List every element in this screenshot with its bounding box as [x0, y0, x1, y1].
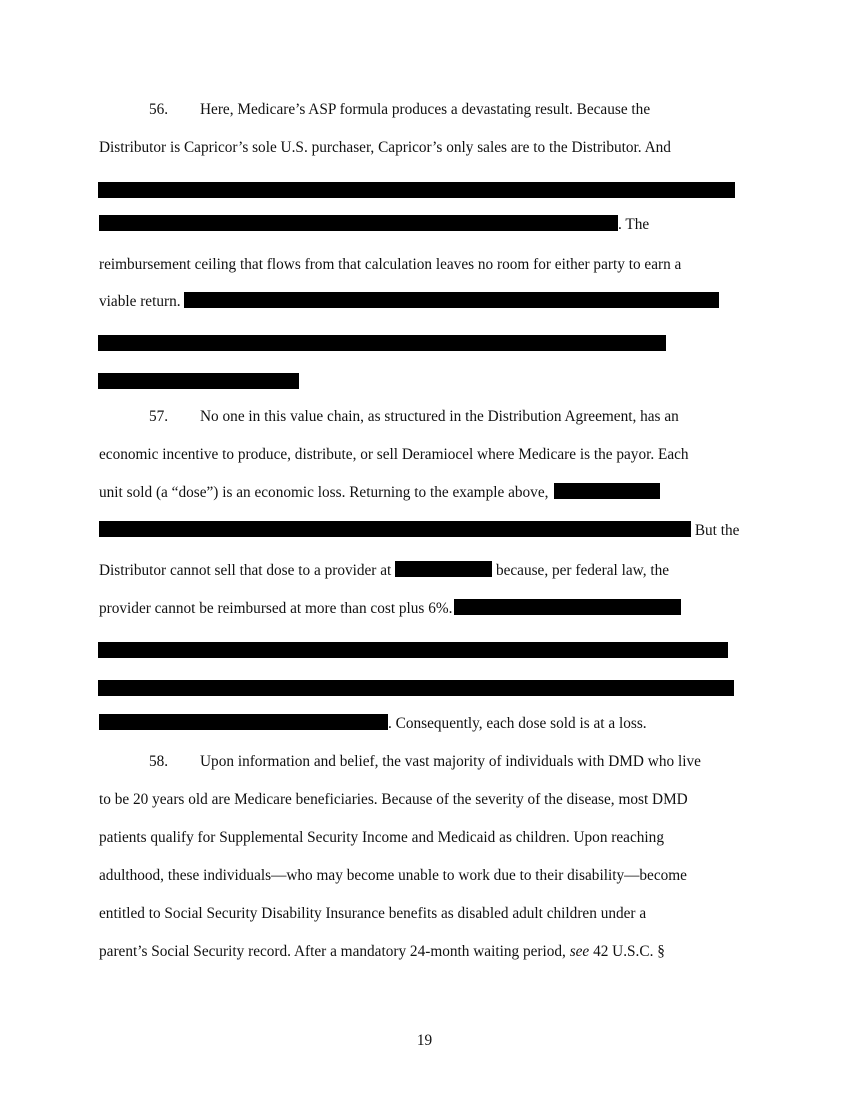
p56-line-1: 56. Here, Medicare’s ASP formula produces a devastating result. Because the: [149, 99, 650, 121]
p57-line-5: Distributor cannot sell that dose to a provider at because, per federal law, the: [99, 562, 670, 579]
p58-number: 58.: [149, 753, 169, 770]
p56-line-6: viable return.: [99, 291, 719, 313]
redaction-bar: [554, 483, 660, 499]
p56-line-4: . The: [99, 214, 649, 236]
p57-line-2: economic incentive to produce, distribute, or sell Deramiocel where Medicare is the payor. Each: [99, 446, 689, 463]
redaction-bar: [99, 215, 618, 231]
p56-line-5: reimbursement ceiling that flows from that calculation leaves no room for either party to earn a: [99, 256, 682, 273]
redaction-bar: [98, 642, 728, 658]
p58-line-2: to be 20 years old are Medicare beneficiaries. Because of the severity of the disease, most DMD: [99, 791, 688, 808]
redaction-bar: [98, 335, 666, 351]
p57-line-6: provider cannot be reimbursed at more than cost plus 6%.: [99, 598, 681, 620]
redaction-bar: [184, 292, 719, 308]
redaction-bar: [99, 521, 691, 537]
redaction-bar: [98, 373, 299, 389]
p58-line-1: 58. Upon information and belief, the vast majority of individuals with DMD who live: [149, 751, 701, 773]
p57-line-4: But the: [99, 520, 739, 542]
p57-line-1: 57. No one in this value chain, as structured in the Distribution Agreement, has an: [149, 406, 679, 428]
redaction-bar: [454, 599, 681, 615]
p56-line-2: Distributor is Capricor’s sole U.S. purchaser, Capricor’s only sales are to the Distributor. And: [99, 139, 671, 156]
p57-number: 57.: [149, 408, 169, 425]
page-number: 19: [416, 1032, 433, 1049]
redaction-bar: [395, 561, 492, 577]
p58-line-3: patients qualify for Supplemental Security Income and Medicaid as children. Upon reaching: [99, 829, 664, 846]
p58-line-6: parent’s Social Security record. After a mandatory 24-month waiting period, see 42 U.S.C. §: [99, 943, 665, 960]
p58-line-4: adulthood, these individuals—who may become unable to work due to their disability—become: [99, 867, 687, 884]
p56-number: 56.: [149, 101, 169, 118]
p57-line-9: . Consequently, each dose sold is at a loss.: [99, 713, 647, 735]
redaction-bar: [98, 680, 734, 696]
p58-line-5: entitled to Social Security Disability Insurance benefits as disabled adult children under a: [99, 905, 647, 922]
p57-line-3: unit sold (a “dose”) is an economic loss. Returning to the example above,: [99, 482, 660, 504]
redaction-bar: [99, 714, 388, 730]
redaction-bar: [98, 182, 735, 198]
